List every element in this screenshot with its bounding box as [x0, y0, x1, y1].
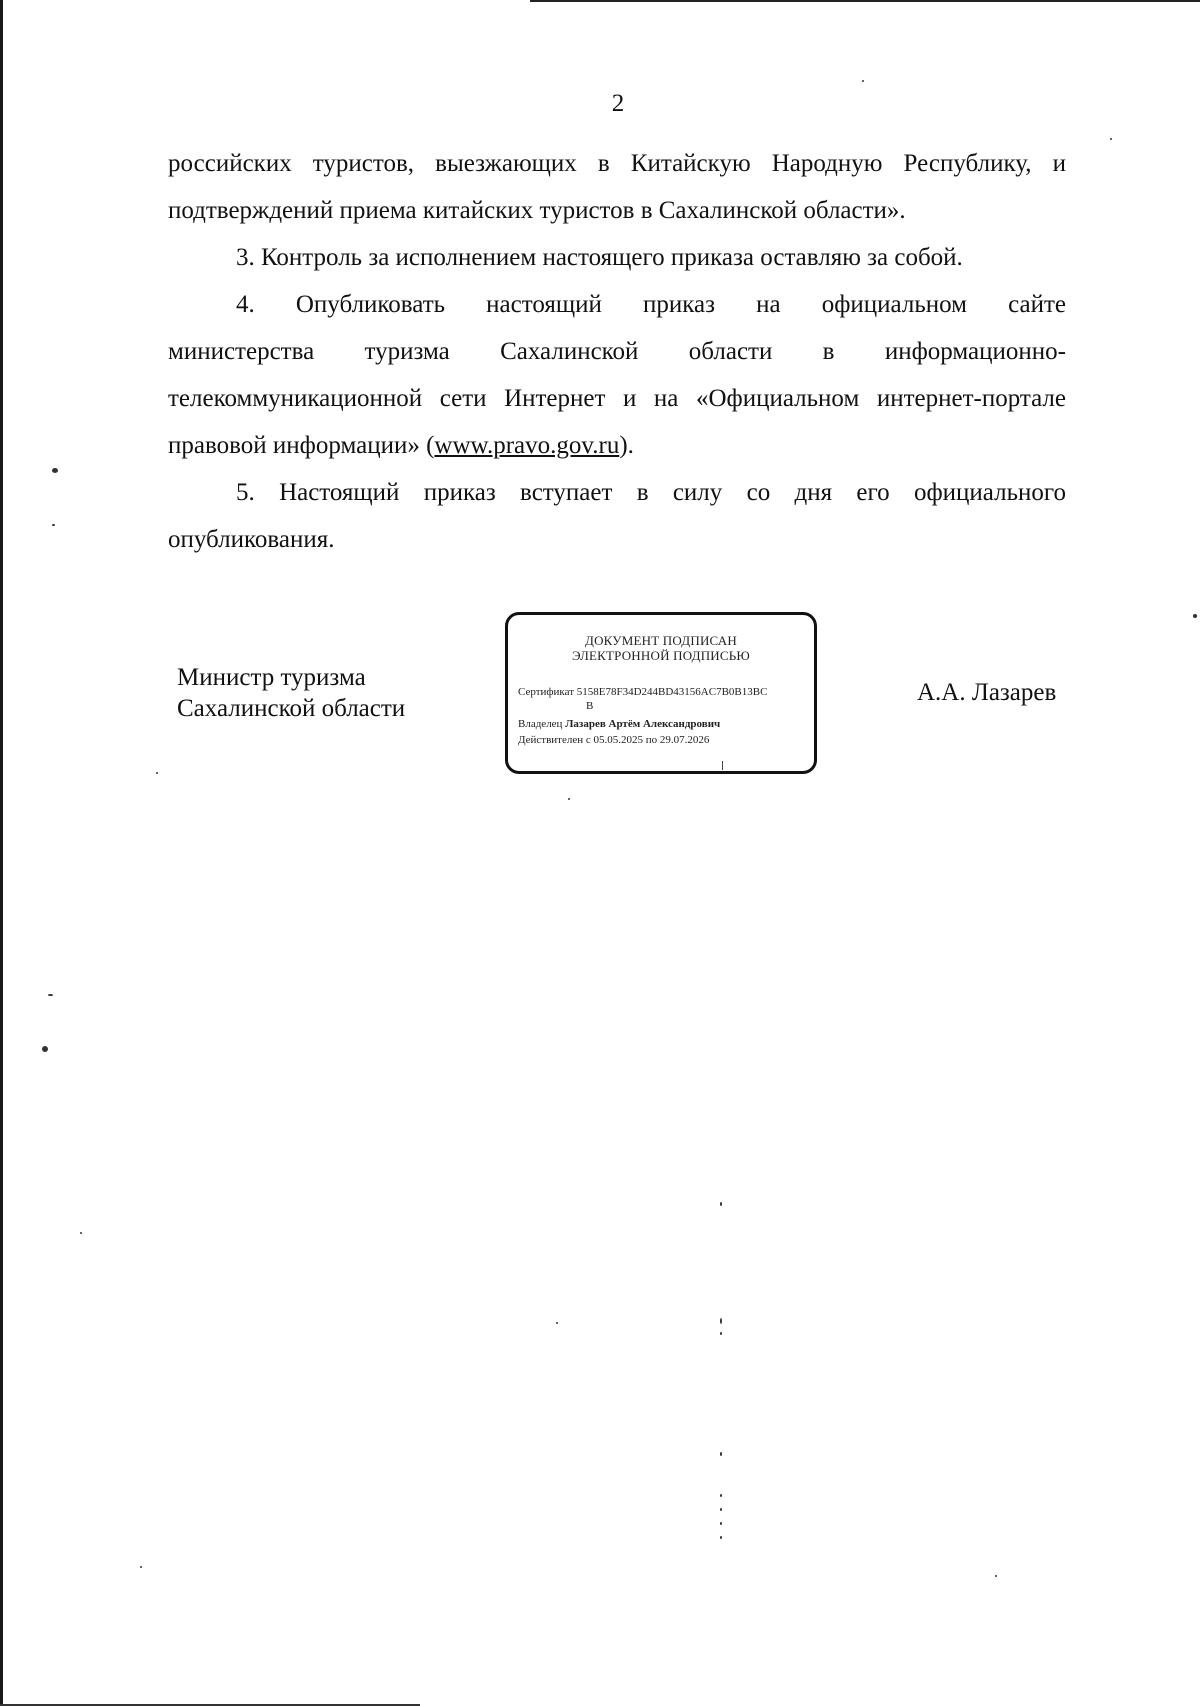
- signatory-title-line: Сахалинской области: [177, 695, 406, 722]
- signatory-name: А.А. Лазарев: [917, 679, 1057, 706]
- scan-speck: [720, 1522, 722, 1525]
- stamp-certificate-value-cont: B: [586, 700, 594, 712]
- scan-speck: [722, 761, 723, 770]
- paragraph-line: телекоммуникационной сети Интернет и на «Официальном интернет-портале: [168, 385, 1066, 412]
- paragraph-item-5: 5. Настоящий приказ вступает в силу со дня его официального: [236, 479, 1066, 506]
- paragraph-item-3: 3. Контроль за исполнением настоящего приказа оставляю за собой.: [236, 244, 963, 271]
- scan-speck: [568, 798, 570, 800]
- stamp-certificate: [518, 685, 810, 699]
- paragraph-item-4: 4. Опубликовать настоящий приказ на официальном сайте: [236, 291, 1066, 318]
- document-body: [168, 140, 1066, 563]
- scan-edge-line: [0, 0, 3, 1706]
- scan-speck: [720, 1318, 722, 1324]
- stamp-certificate-label: Сертификат: [518, 686, 574, 698]
- electronic-signature-stamp: [505, 612, 817, 774]
- signature-block: [0, 612, 1200, 782]
- signatory-title-line: Министр туризма: [177, 664, 366, 691]
- stamp-owner-value: Лазарев Артём Александрович: [565, 718, 721, 730]
- scan-speck: [720, 1494, 722, 1497]
- scan-speck: [862, 80, 864, 82]
- scan-speck: [995, 1575, 997, 1577]
- scan-speck: [1110, 138, 1112, 140]
- paragraph-line: опубликования.: [168, 526, 335, 553]
- scan-speck: [52, 468, 58, 473]
- signatory-title: [177, 662, 405, 724]
- stamp-title-line: ЭЛЕКТРОННОЙ ПОДПИСЬЮ: [572, 648, 750, 663]
- scan-speck: [48, 994, 53, 996]
- scan-speck: [720, 1452, 722, 1456]
- paragraph-text: правовой информации» (: [168, 432, 435, 459]
- scan-speck: [556, 1322, 558, 1324]
- page-number: 2: [611, 90, 625, 117]
- scan-speck: [720, 1202, 722, 1206]
- paragraph-line: подтверждений приема китайских туристов в Сахалинской области».: [168, 197, 906, 224]
- scan-edge-line: [530, 0, 1200, 2]
- stamp-owner: [518, 717, 720, 731]
- scan-speck: [140, 1566, 142, 1568]
- paragraph-line: российских туристов, выезжающих в Китайскую Народную Республику, и: [168, 150, 1066, 177]
- scan-speck: [42, 1046, 48, 1052]
- paragraph-line: министерства туризма Сахалинской области в информационно-: [168, 338, 1066, 365]
- scan-speck: [720, 1536, 722, 1539]
- pravo-link[interactable]: www.pravo.gov.ru: [434, 432, 620, 459]
- stamp-certificate-value: 5158E78F34D244BD43156AC7B0B13BC: [576, 686, 768, 698]
- paragraph-line: [168, 422, 1066, 469]
- stamp-title-line: ДОКУМЕНТ ПОДПИСАН: [585, 633, 737, 648]
- scan-speck: [720, 1332, 722, 1335]
- scan-speck: [80, 1232, 82, 1234]
- paragraph-text: ).: [619, 432, 634, 459]
- stamp-owner-label: Владелец: [518, 718, 563, 730]
- stamp-validity: Действителен с 05.05.2025 по 29.07.2026: [518, 734, 710, 746]
- scan-speck: [720, 1508, 722, 1511]
- scan-speck: [52, 524, 55, 526]
- stamp-title: [508, 633, 814, 663]
